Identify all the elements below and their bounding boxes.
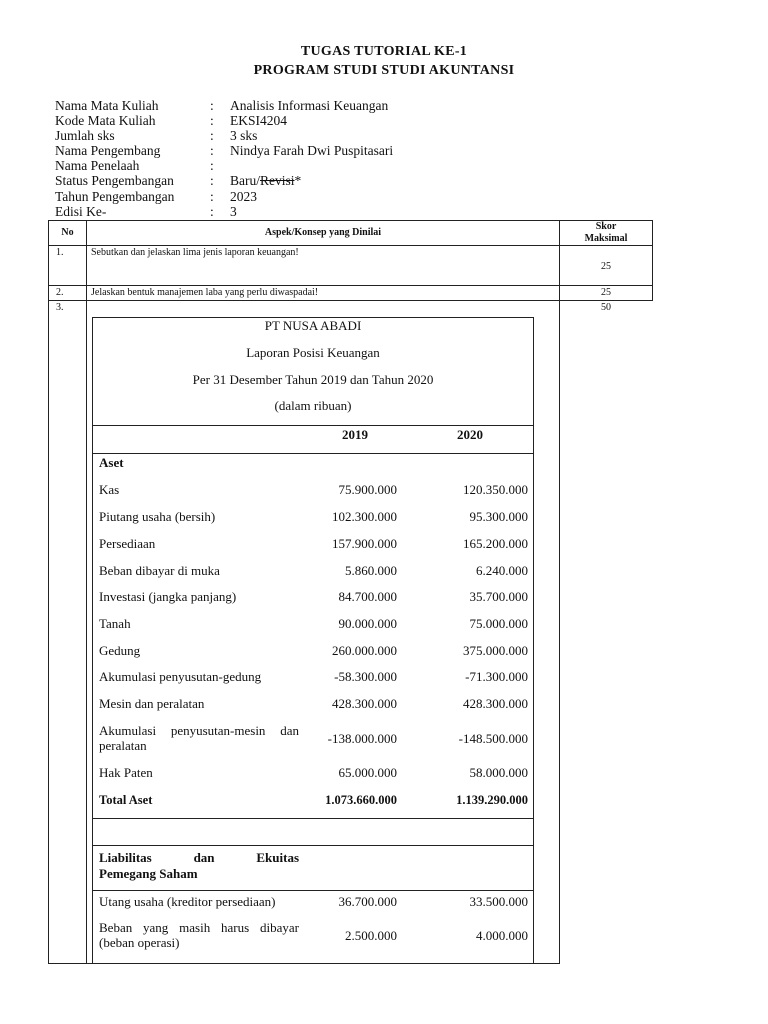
fs-total-2020: 1.139.290.000 (456, 793, 528, 807)
meta-value: 3 (230, 204, 237, 219)
fs-assets-heading: Aset (99, 455, 124, 470)
fs-period: Per 31 Desember Tahun 2019 dan Tahun 2020 (192, 372, 434, 387)
fs-value-2019: 65.000.000 (338, 765, 397, 780)
status-struck: Revisi (260, 173, 295, 188)
fs-value-2020: 33.500.000 (469, 894, 528, 909)
fs-line-label: Piutang usaha (bersih) (99, 509, 216, 524)
row-question: Jelaskan bentuk manajemen laba yang perlu diwaspadai! (91, 287, 319, 298)
fs-unit: (dalam ribuan) (274, 398, 352, 413)
table-border-right (652, 220, 653, 301)
meta-label: Nama Pengembang (55, 143, 161, 158)
fs-total-label: Total Aset (99, 793, 153, 807)
fs-line-label: Persediaan (99, 536, 156, 551)
row-no: 1. (56, 247, 64, 258)
meta-value: 2023 (230, 189, 257, 204)
fs-value-2020: 428.300.000 (463, 696, 528, 711)
fs-value-2020: 165.200.000 (463, 536, 528, 551)
fs-total-2019: 1.073.660.000 (325, 793, 397, 807)
fs-line-label: Kas (99, 482, 120, 497)
fs-border-left (92, 317, 93, 964)
meta-label: Kode Mata Kuliah (55, 113, 156, 128)
fs-value-2019: -58.300.000 (334, 669, 397, 684)
meta-colon: : (210, 143, 214, 158)
row-score: 25 (601, 287, 611, 298)
fs-value-2020: 35.700.000 (469, 589, 528, 604)
table-col-divider (559, 220, 560, 964)
meta-label: Edisi Ke- (55, 204, 107, 219)
table-header-divider (48, 245, 652, 246)
fs-value-2020: -71.300.000 (465, 669, 528, 684)
meta-colon: : (210, 173, 214, 188)
row-score: 25 (601, 261, 611, 272)
fs-value-2019: 260.000.000 (332, 643, 397, 658)
fs-year-2020: 2020 (457, 427, 483, 442)
fs-line-label: Gedung (99, 643, 141, 658)
meta-label: Nama Penelaah (55, 158, 140, 173)
fs-line-label: Mesin dan peralatan (99, 696, 205, 711)
fs-value-2019: 90.000.000 (338, 616, 397, 631)
row-no: 2. (56, 287, 64, 298)
fs-value-2020: 6.240.000 (476, 563, 528, 578)
row-question: Sebutkan dan jelaskan lima jenis laporan keuangan! (91, 247, 299, 258)
fs-value-2019: 5.860.000 (345, 563, 397, 578)
fs-value-2020: 4.000.000 (476, 928, 528, 943)
fs-divider (92, 818, 534, 819)
fs-line-label: Hak Paten (99, 765, 153, 780)
fs-divider (92, 425, 534, 426)
fs-line-label: Beban dibayar di muka (99, 563, 220, 578)
meta-colon: : (210, 158, 214, 173)
table-col-divider (86, 220, 87, 964)
meta-label: Nama Mata Kuliah (55, 98, 159, 113)
fs-line-label: Akumulasi penyusutan-gedung (99, 669, 262, 684)
status-new: Baru/ (230, 173, 260, 188)
fs-value-2019: 2.500.000 (345, 928, 397, 943)
document-title: TUGAS TUTORIAL KE-1 (300, 44, 468, 59)
table-row-divider (48, 285, 652, 286)
fs-liab-heading-2: Pemegang Saham (99, 866, 198, 881)
meta-value: Analisis Informasi Keuangan (230, 98, 389, 113)
fs-line-label: Utang usaha (kreditor persediaan) (99, 894, 276, 909)
fs-value-2020: -148.500.000 (458, 731, 528, 746)
meta-value (230, 173, 301, 188)
meta-value: Nindya Farah Dwi Puspitasari (230, 143, 394, 158)
meta-label: Jumlah sks (55, 128, 115, 143)
fs-value-2019: 84.700.000 (338, 589, 397, 604)
fs-divider (92, 890, 534, 891)
fs-year-2019: 2019 (342, 427, 368, 442)
row-score: 50 (601, 302, 611, 313)
fs-line-label: Investasi (jangka panjang) (99, 589, 237, 604)
table-border-left (48, 220, 49, 964)
fs-value-2019: 75.900.000 (338, 482, 397, 497)
fs-line-label: Beban yang masih harus dibayar (beban operasi) (99, 920, 299, 950)
fs-liab-heading: Liabilitas dan Ekuitas (99, 850, 299, 865)
meta-colon: : (210, 113, 214, 128)
fs-value-2020: 375.000.000 (463, 643, 528, 658)
meta-colon: : (210, 98, 214, 113)
fs-company: PT NUSA ABADI (264, 318, 362, 333)
document-subtitle: PROGRAM STUDI STUDI AKUNTANSI (253, 63, 515, 78)
fs-value-2020: 75.000.000 (469, 616, 528, 631)
table-border-bottom (48, 963, 560, 964)
fs-divider (92, 845, 534, 846)
meta-value: EKSI4204 (230, 113, 287, 128)
meta-value: 3 sks (230, 128, 258, 143)
fs-line-label: Tanah (99, 616, 131, 631)
fs-value-2020: 58.000.000 (469, 765, 528, 780)
fs-value-2019: 36.700.000 (338, 894, 397, 909)
fs-divider (92, 453, 534, 454)
meta-colon: : (210, 189, 214, 204)
fs-line-label: Akumulasi penyusutan-mesin dan peralatan (99, 723, 299, 753)
fs-value-2020: 95.300.000 (469, 509, 528, 524)
fs-value-2019: 157.900.000 (332, 536, 397, 551)
row-no: 3. (56, 302, 64, 313)
meta-colon: : (210, 204, 214, 219)
meta-label: Status Pengembangan (55, 173, 174, 188)
meta-label: Tahun Pengembangan (55, 189, 175, 204)
fs-value-2019: -138.000.000 (327, 731, 397, 746)
table-row-divider (48, 300, 652, 301)
fs-title: Laporan Posisi Keuangan (246, 345, 380, 360)
header-maksimal: Maksimal (584, 233, 628, 244)
status-asterisk: * (294, 173, 302, 188)
fs-value-2020: 120.350.000 (463, 482, 528, 497)
meta-colon: : (210, 128, 214, 143)
header-no: No (61, 227, 74, 238)
header-aspek: Aspek/Konsep yang Dinilai (264, 227, 382, 238)
header-skor: Skor (595, 221, 617, 232)
fs-value-2019: 102.300.000 (332, 509, 397, 524)
fs-value-2019: 428.300.000 (332, 696, 397, 711)
fs-border-right (533, 317, 534, 964)
